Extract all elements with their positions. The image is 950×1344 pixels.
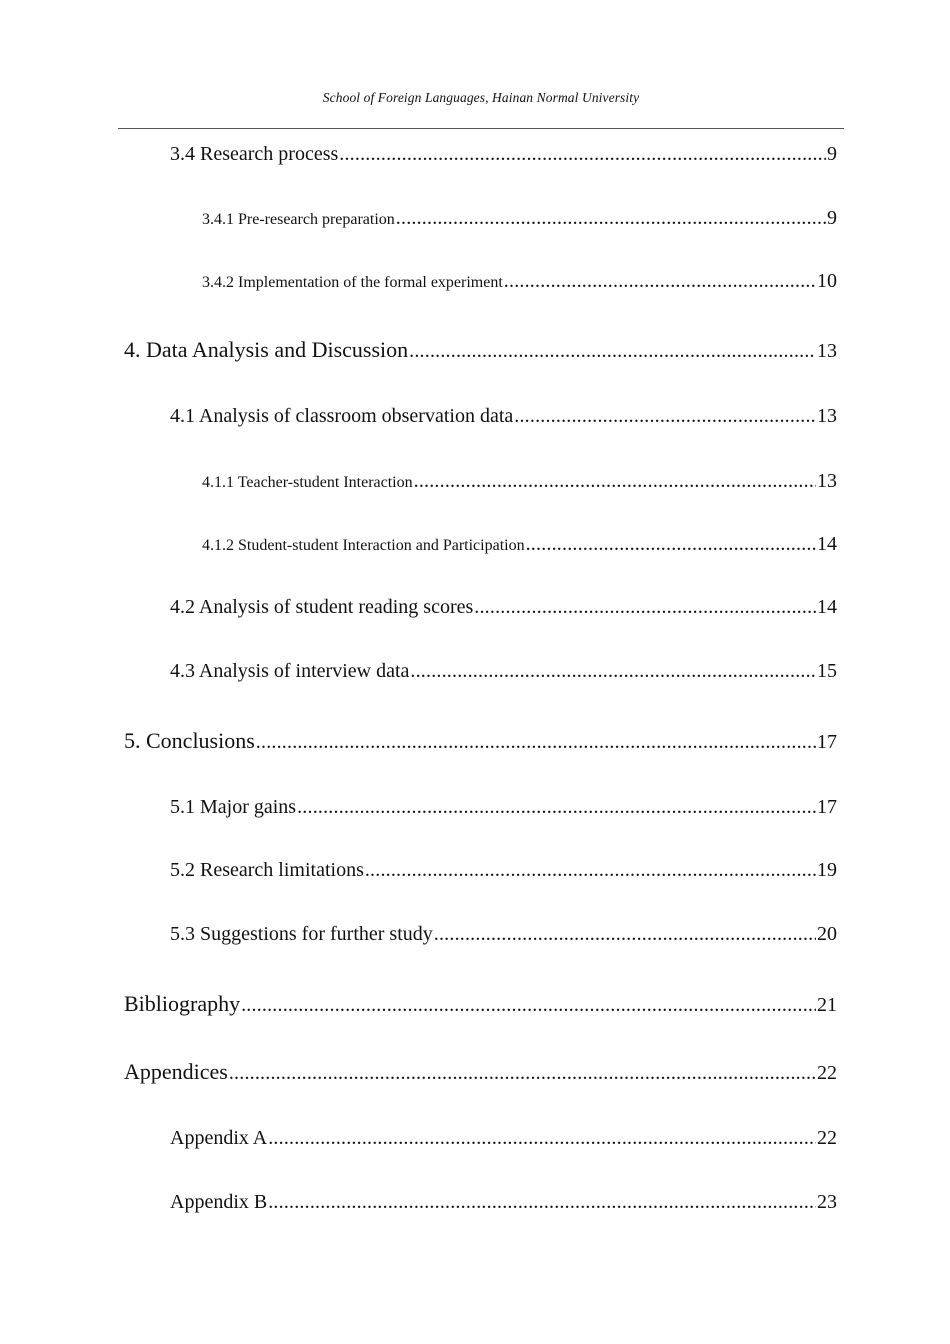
toc-entry-appendix-a[interactable] — [170, 1127, 837, 1150]
toc-entry-title: 5.3 Suggestions for further study — [170, 923, 433, 945]
header-divider — [118, 128, 844, 129]
toc-entry-title: 5.1 Major gains — [170, 796, 297, 818]
toc-page-number: 14 — [817, 596, 837, 618]
toc-entry-title: Appendix A — [170, 1127, 268, 1149]
dot-leader — [414, 470, 816, 493]
toc-entry-4[interactable] — [124, 337, 837, 363]
toc-entry-3-4-1[interactable] — [202, 207, 837, 230]
dot-leader — [256, 728, 816, 754]
toc-entry-title: Bibliography — [124, 991, 241, 1016]
toc-page-number: 22 — [817, 1127, 837, 1149]
toc-page-number: 9 — [827, 207, 837, 229]
toc-page-number: 17 — [817, 731, 837, 753]
toc-page-number: 15 — [817, 660, 837, 682]
toc-entry-5-3[interactable] — [170, 923, 837, 946]
dot-leader — [229, 1059, 816, 1085]
toc-page-number: 10 — [817, 270, 837, 292]
toc-entry-4-1-2[interactable] — [202, 533, 837, 556]
toc-entry-title: 4.1.2 Student-student Interaction and Participation — [202, 537, 525, 554]
toc-page-number: 20 — [817, 923, 837, 945]
dot-leader — [268, 1191, 816, 1214]
dot-leader — [504, 270, 816, 293]
toc-entry-title: 4. Data Analysis and Discussion — [124, 337, 409, 362]
toc-entry-4-3[interactable] — [170, 660, 837, 683]
toc-page-number: 17 — [817, 796, 837, 818]
toc-page-number: 21 — [817, 994, 837, 1016]
running-header: School of Foreign Languages, Hainan Normal University — [322, 90, 640, 105]
toc-entry-3-4[interactable] — [170, 143, 837, 166]
toc-entry-5-2[interactable] — [170, 859, 837, 882]
toc-page-number: 9 — [827, 143, 837, 165]
dot-leader — [365, 859, 816, 882]
toc-entry-title: 4.1 Analysis of classroom observation data — [170, 405, 514, 427]
toc-entry-title: Appendices — [124, 1059, 228, 1084]
toc-entry-5-1[interactable] — [170, 796, 837, 819]
toc-page-number: 19 — [817, 859, 837, 881]
toc-entry-title: 3.4.2 Implementation of the formal experiment — [202, 274, 503, 291]
dot-leader — [241, 991, 816, 1017]
toc-page-number: 13 — [817, 470, 837, 492]
dot-leader — [396, 207, 826, 230]
toc-entry-title: 3.4 Research process — [170, 143, 339, 165]
dot-leader — [297, 796, 816, 819]
toc-page-number: 13 — [817, 405, 837, 427]
dot-leader — [268, 1127, 816, 1150]
dot-leader — [474, 596, 816, 619]
toc-entry-title: 4.2 Analysis of student reading scores — [170, 596, 474, 618]
toc-entry-3-4-2[interactable] — [202, 270, 837, 293]
toc-entry-5[interactable] — [124, 728, 837, 754]
dot-leader — [526, 533, 816, 556]
toc-entry-title: 4.1.1 Teacher-student Interaction — [202, 474, 413, 491]
toc-entry-title: 5.2 Research limitations — [170, 859, 364, 881]
dot-leader — [514, 405, 816, 428]
dot-leader — [339, 143, 826, 166]
toc-page-number: 23 — [817, 1191, 837, 1213]
toc-entry-appendix-b[interactable] — [170, 1191, 837, 1214]
toc-entry-title: 5. Conclusions — [124, 728, 255, 753]
toc-entry-title: 4.3 Analysis of interview data — [170, 660, 410, 682]
toc-entry-bibliography[interactable] — [124, 991, 837, 1017]
toc-page-number: 13 — [817, 340, 837, 362]
dot-leader — [409, 337, 816, 363]
toc-entry-title: 3.4.1 Pre-research preparation — [202, 211, 395, 228]
toc-entry-4-2[interactable] — [170, 596, 837, 619]
dot-leader — [434, 923, 816, 946]
toc-page-number: 22 — [817, 1062, 837, 1084]
toc-entry-4-1[interactable] — [170, 405, 837, 428]
toc-entry-title: Appendix B — [170, 1191, 268, 1213]
toc-entry-appendices[interactable] — [124, 1059, 837, 1085]
toc-entry-4-1-1[interactable] — [202, 470, 837, 493]
toc-page-number: 14 — [817, 533, 837, 555]
dot-leader — [410, 660, 816, 683]
